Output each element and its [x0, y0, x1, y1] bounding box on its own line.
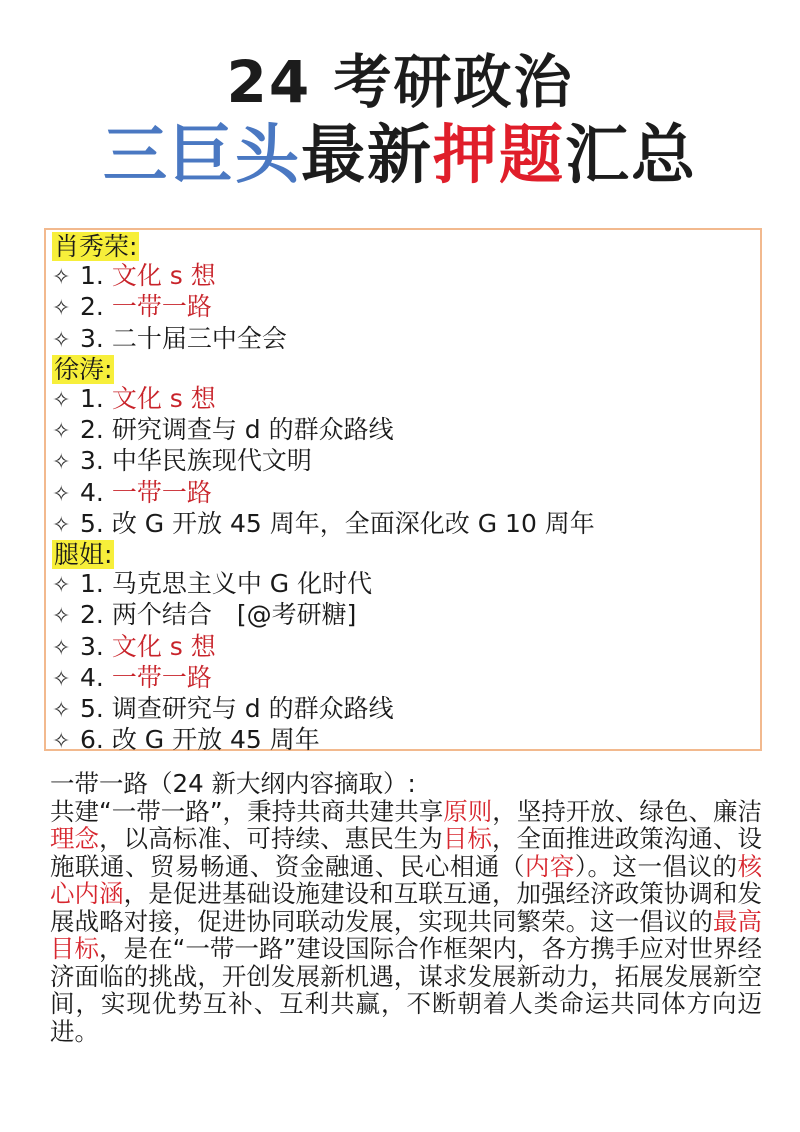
list-item: [52, 324, 760, 355]
item-number: 2.: [80, 415, 104, 445]
item-text: 文化 s 想: [111, 384, 216, 414]
paragraph-text: ，是促进基础设施建设和互联互通，加强经济政策协调和发展战略对接，促进协同联动发展，实现共同繁荣。这一倡议的: [50, 879, 763, 936]
item-number: 6.: [80, 725, 104, 755]
star-bullet-icon: ✧: [52, 388, 71, 414]
paragraph-text: ，是在“一带一路”建设国际合作框架内，各方携手应对世界经济面临的挑战，开创发展新机遇，谋求发展新动力，拓展发展新空间，实现优势互补、互利共赢，不断朝着人类命运共同体方向迈进。: [50, 934, 762, 1046]
item-text: 二十届三中全会: [111, 323, 287, 353]
paragraph-text: ，坚持开放、绿色、廉洁: [492, 796, 763, 826]
star-bullet-icon: ✧: [52, 729, 71, 755]
list-item: [52, 261, 760, 292]
star-bullet-icon: ✧: [52, 265, 71, 291]
highlight-keyword: 目标: [442, 824, 492, 853]
item-text: 一带一路: [111, 292, 212, 322]
paragraph-heading: 一带一路（24 新大纲内容摘取）:: [50, 769, 416, 798]
item-text: 一带一路: [111, 477, 212, 507]
star-bullet-icon: ✧: [52, 450, 71, 476]
star-bullet-icon: ✧: [52, 481, 71, 507]
star-bullet-icon: ✧: [52, 296, 71, 322]
subtitle-part-yati: 押题: [433, 119, 565, 193]
item-number: 2.: [80, 292, 104, 322]
item-number: 2.: [80, 600, 104, 630]
highlight-keyword: 内容: [524, 851, 575, 881]
list-item: [52, 632, 760, 663]
item-number: 5.: [80, 694, 104, 724]
section-header-row: [52, 540, 760, 569]
item-number: 5.: [80, 508, 104, 538]
item-text: 中华民族现代文明: [111, 446, 312, 476]
star-bullet-icon: ✧: [52, 419, 71, 445]
list-item: [52, 725, 760, 756]
item-text: 两个结合 [@考研糖]: [111, 600, 357, 630]
paragraph-text: ，以高标准、可持续、惠民生为: [99, 824, 443, 853]
item-text: 文化 s 想: [111, 261, 216, 291]
section-header-row: [52, 355, 760, 384]
page-title: 24 考研政治: [226, 48, 574, 116]
item-text: 一带一路: [111, 662, 212, 692]
list-item: [52, 292, 760, 323]
list-item: [52, 600, 760, 631]
section-header: 徐涛:: [54, 354, 113, 384]
list-item: [52, 509, 760, 540]
item-text: 改 G 开放 45 周年: [111, 725, 320, 755]
section-header: 肖秀荣:: [54, 232, 138, 261]
list-item: [52, 663, 760, 694]
list-item: [52, 569, 760, 600]
list-item: [52, 478, 760, 509]
item-text: 调查研究与 d 的群众路线: [111, 694, 394, 724]
star-bullet-icon: ✧: [52, 573, 71, 599]
paragraph-text: ）。这一倡议的: [574, 851, 738, 881]
star-bullet-icon: ✧: [52, 635, 71, 661]
list-item: [52, 694, 760, 725]
highlight-keyword: 最高目标: [50, 906, 763, 963]
section-header-row: [52, 232, 760, 261]
star-bullet-icon: ✧: [52, 512, 71, 538]
item-text: 改 G 开放 45 周年，全面深化改 G 10 周年: [111, 508, 595, 538]
item-number: 3.: [80, 323, 104, 353]
list-item: [52, 384, 760, 415]
item-number: 1.: [80, 384, 104, 414]
subtitle-part-huizong: 汇总: [565, 119, 697, 193]
item-text: 文化 s 想: [111, 631, 216, 661]
star-bullet-icon: ✧: [52, 666, 71, 692]
page-subtitle: [0, 115, 800, 197]
item-text: 马克思主义中 G 化时代: [111, 569, 373, 599]
predictions-box: [44, 228, 762, 755]
star-bullet-icon: ✧: [52, 698, 71, 724]
star-bullet-icon: ✧: [52, 604, 71, 630]
paragraph-text: ，全面推进政策沟通、设施联通、贸易畅通、资金融通、民心相通（: [50, 824, 763, 881]
item-number: 1.: [80, 569, 104, 599]
item-number: 3.: [80, 631, 104, 661]
section-header: 腿姐:: [54, 540, 113, 570]
summary-paragraph: [50, 770, 762, 1045]
item-text: 研究调查与 d 的群众路线: [111, 415, 394, 445]
item-number: 3.: [80, 446, 104, 476]
highlight-keyword: 理念: [50, 824, 100, 853]
item-number: 1.: [80, 261, 104, 291]
item-number: 4.: [80, 662, 104, 692]
list-item: [52, 415, 760, 446]
paragraph-body: [50, 798, 762, 1046]
highlight-keyword: 原则: [443, 796, 493, 826]
list-item: [52, 446, 760, 477]
subtitle-part-sanjutou: 三巨头: [103, 119, 301, 193]
star-bullet-icon: ✧: [52, 327, 71, 353]
item-number: 4.: [80, 477, 104, 507]
paragraph-text: 共建“一带一路”，秉持共商共建共享: [50, 796, 444, 826]
highlight-keyword: 核心内涵: [50, 851, 762, 908]
subtitle-part-zuixin: 最新: [301, 119, 433, 193]
